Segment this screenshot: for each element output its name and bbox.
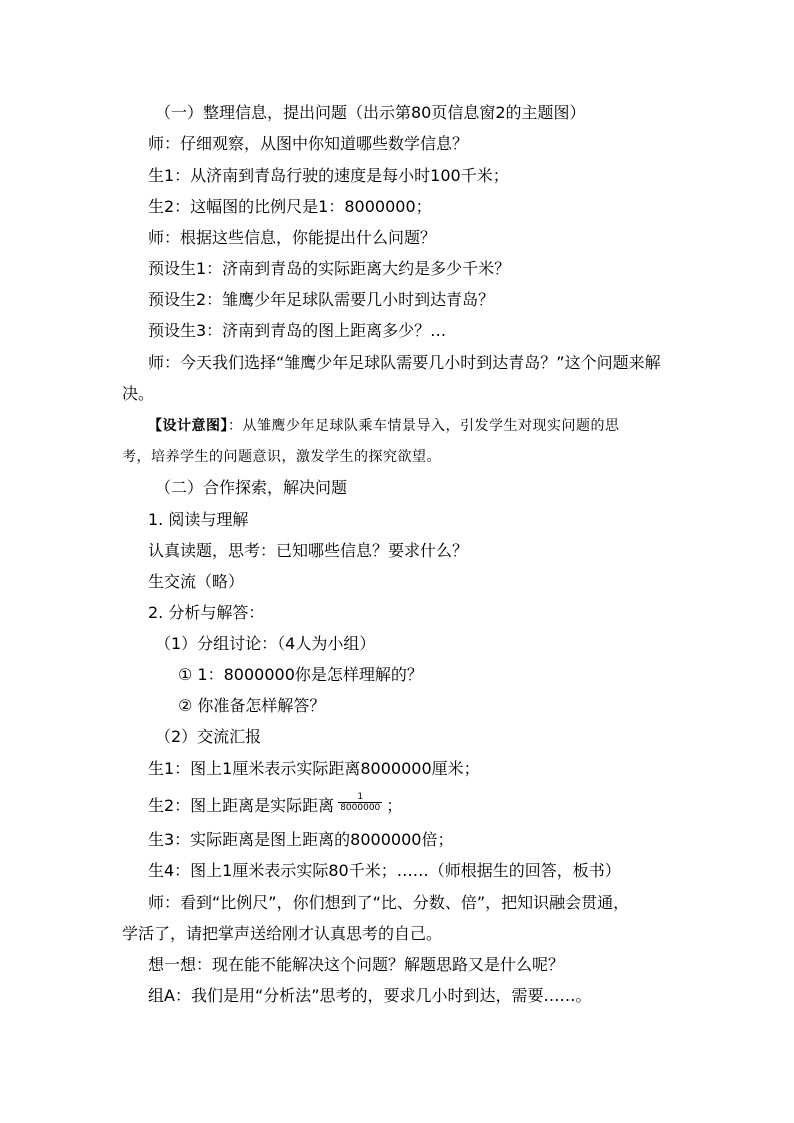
body-line: （1）分组讨论：（4人为小组） bbox=[155, 634, 376, 653]
design-intent bbox=[148, 416, 620, 436]
design-intent-label: 【设计意图】 bbox=[148, 418, 228, 434]
teacher-line: 师：今天我们选择“雏鹰少年足球队需要几小时到达青岛？”这个问题来解 bbox=[148, 353, 661, 372]
fraction-numerator: 1 bbox=[338, 792, 382, 803]
group-line: 组A：我们是用“分析法”思考的，要求几小时到达，需要……。 bbox=[148, 986, 592, 1005]
student-line-text: 生2：图上距离是实际距离 bbox=[148, 796, 335, 815]
design-intent-continued: 考，培养学生的问题意识，激发学生的探究欲望。 bbox=[122, 449, 441, 465]
subsection-heading: 2. 分析与解答： bbox=[148, 603, 265, 622]
section-heading-2: （二）合作探索，解决问题 bbox=[155, 478, 348, 497]
body-line: 想一想：现在能不能解决这个问题？解题思路又是什么呢？ bbox=[148, 955, 565, 974]
teacher-line-continued: 学活了，请把掌声送给刚才认真思考的自己。 bbox=[122, 924, 443, 943]
preset-line: 预设生3：济南到青岛的图上距离多少？… bbox=[148, 321, 447, 340]
fraction-denominator: 8000000 bbox=[340, 803, 381, 813]
student-line: 生1：图上1厘米表示实际距离8000000厘米； bbox=[148, 759, 480, 778]
subsection-heading: 1. 阅读与理解 bbox=[148, 510, 249, 529]
design-intent-text: ：从雏鹰少年足球队乘车情景导入，引发学生对现实问题的思 bbox=[228, 418, 620, 434]
body-line: 生交流（略） bbox=[148, 572, 245, 591]
student-line: 生4：图上1厘米表示实际80千米；……（师根据生的回答，板书） bbox=[148, 861, 621, 880]
body-line: （2）交流汇报 bbox=[155, 727, 262, 746]
section-heading-1: （一）整理信息，提出问题（出示第80页信息窗2的主题图） bbox=[155, 103, 586, 122]
teacher-line: 师：看到“比例尺”，你们想到了“比、分数、倍”，把知识融会贯通， bbox=[148, 893, 630, 912]
teacher-line: 师：根据这些信息，你能提出什么问题？ bbox=[148, 228, 437, 247]
student-line-end: ； bbox=[386, 796, 403, 815]
teacher-line-continued: 决。 bbox=[122, 384, 155, 403]
student-line: 生2：这幅图的比例尺是1：8000000； bbox=[148, 197, 432, 216]
teacher-line: 师：仔细观察，从图中你知道哪些数学信息？ bbox=[148, 134, 469, 153]
student-line-with-fraction bbox=[148, 792, 403, 817]
question-item: ① 1：8000000你是怎样理解的？ bbox=[178, 665, 423, 684]
fraction bbox=[338, 792, 382, 813]
preset-line: 预设生2：雏鹰少年足球队需要几小时到达青岛？ bbox=[148, 290, 495, 309]
student-line: 生1：从济南到青岛行驶的速度是每小时100千米； bbox=[148, 166, 509, 185]
preset-line: 预设生1：济南到青岛的实际距离大约是多少千米？ bbox=[148, 259, 511, 278]
question-item: ② 你准备怎样解答？ bbox=[178, 696, 326, 715]
student-line: 生3：实际距离是图上距离的8000000倍； bbox=[148, 830, 454, 849]
body-line: 认真读题，思考：已知哪些信息？要求什么？ bbox=[148, 541, 469, 560]
